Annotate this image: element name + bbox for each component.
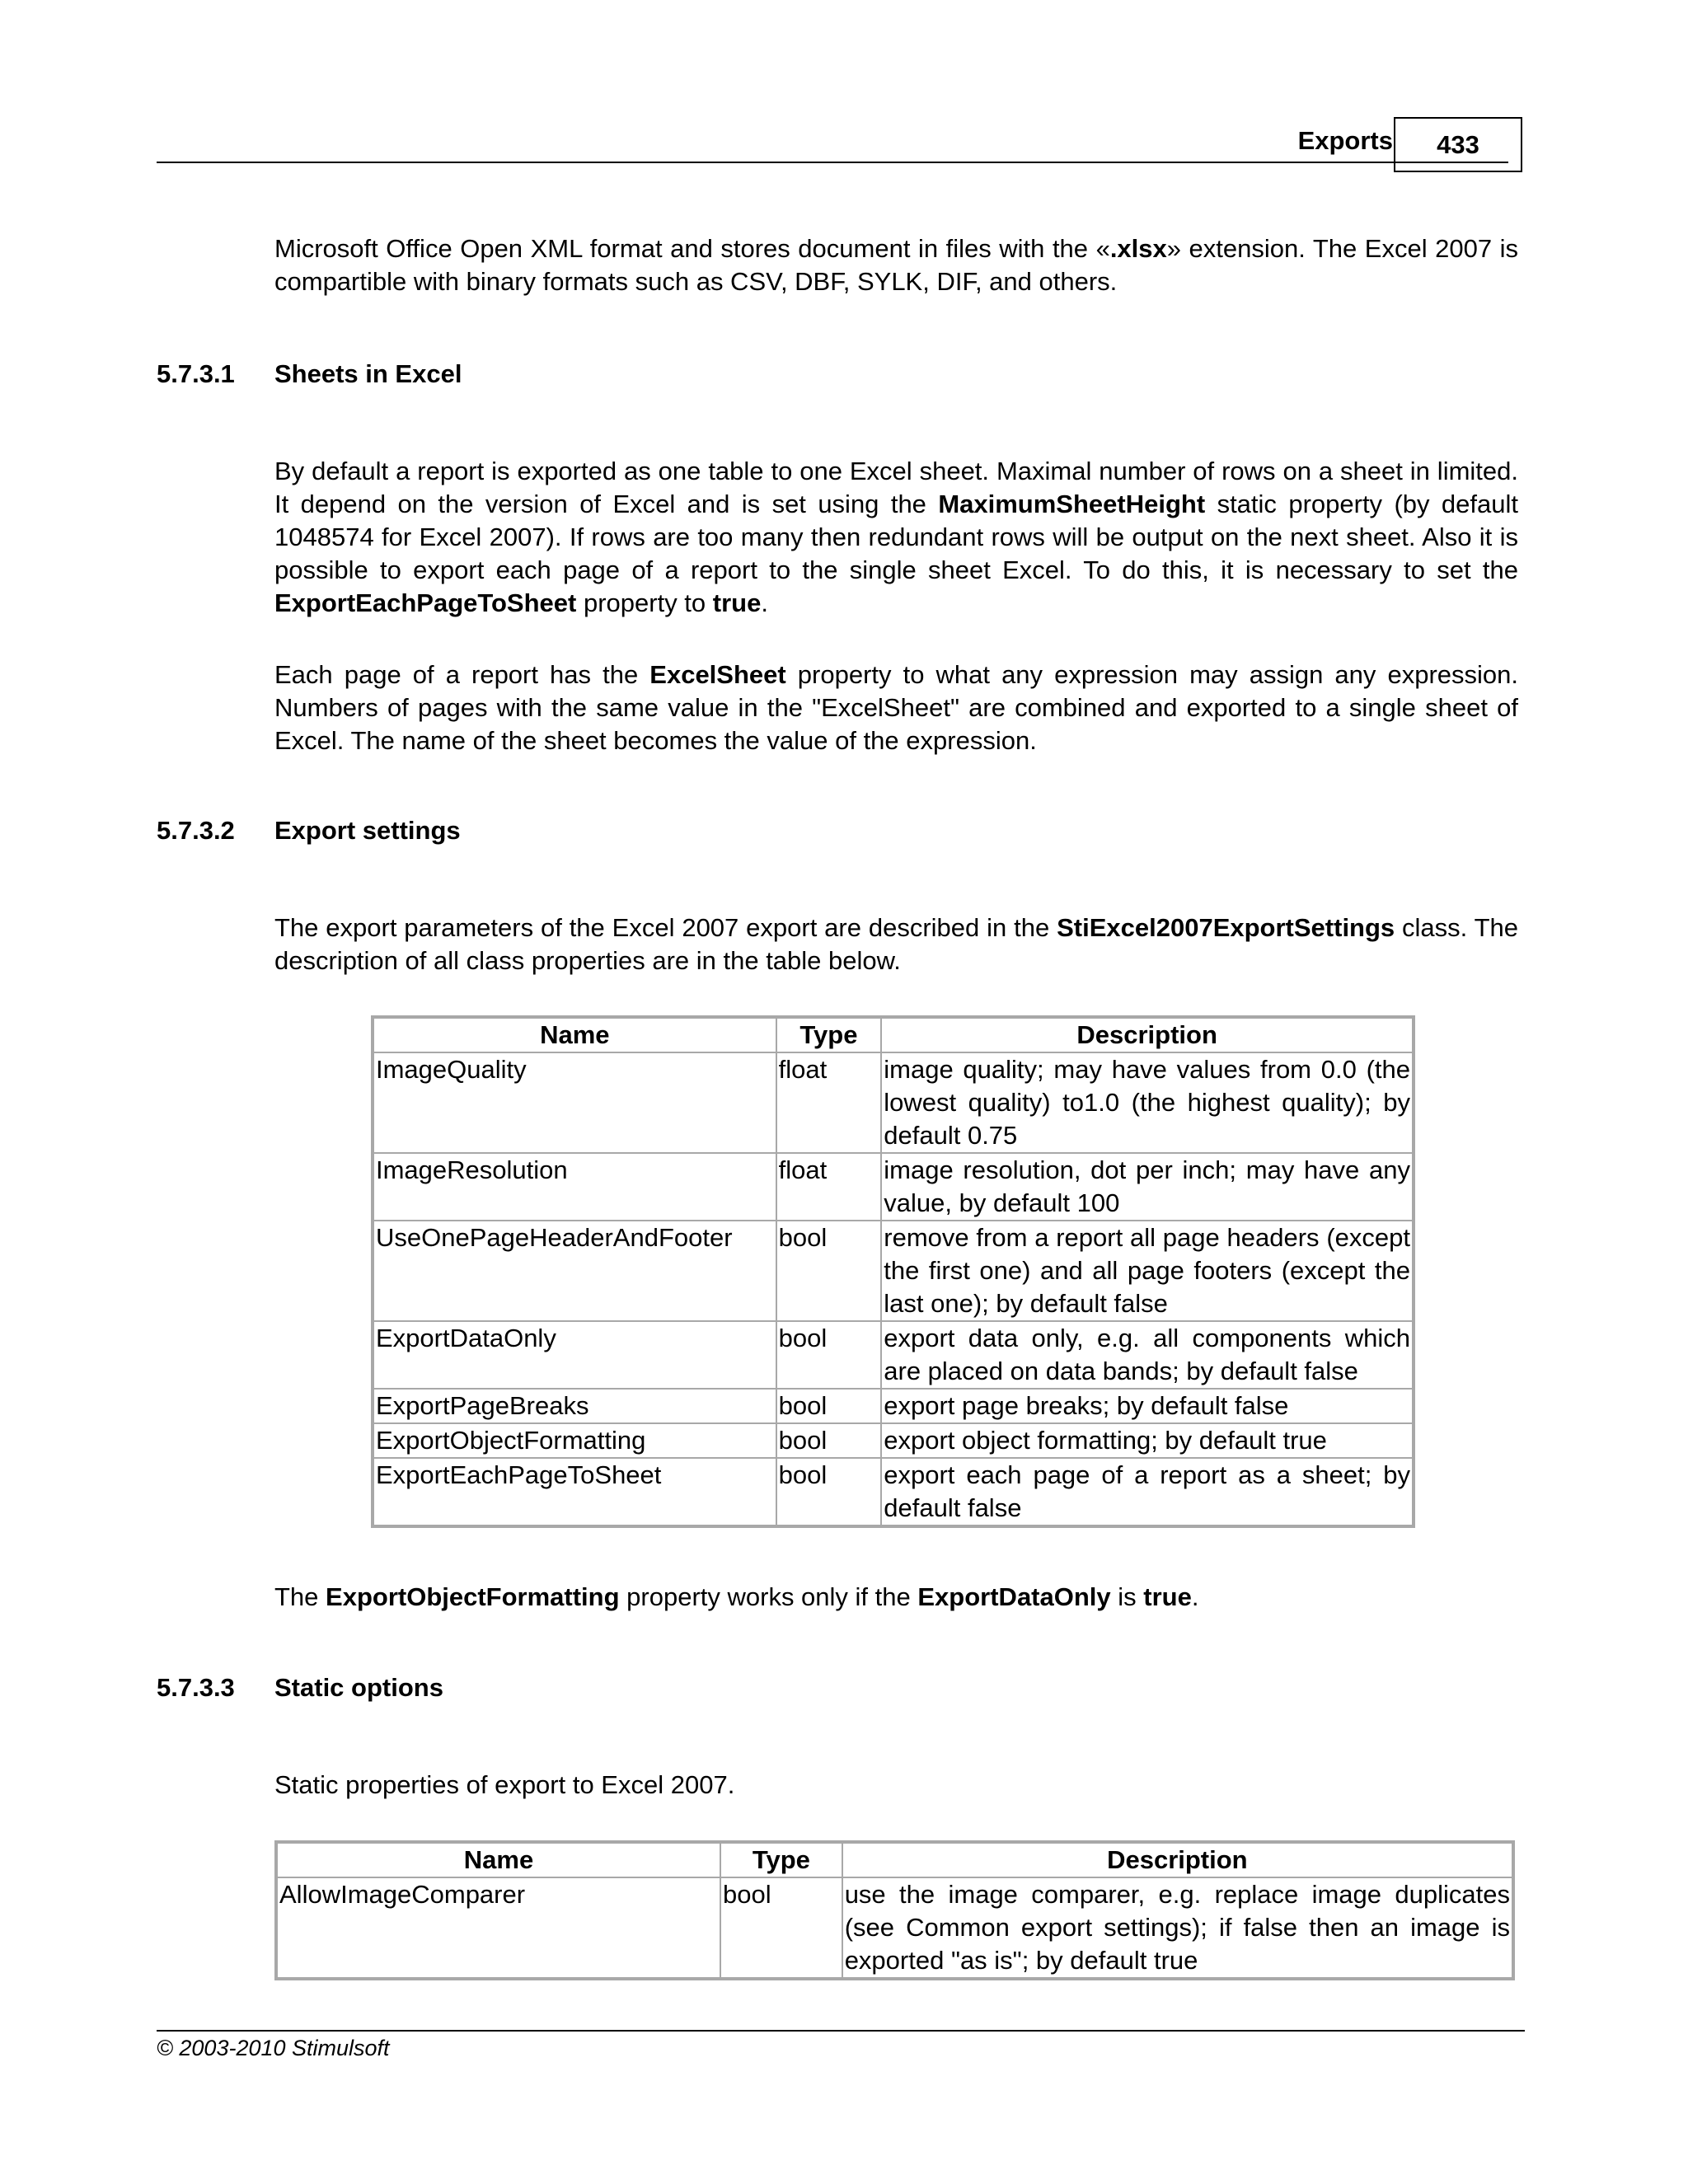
table-row	[373, 1389, 1414, 1423]
cell-description: export page breaks; by default false	[881, 1389, 1414, 1423]
sheets-paragraph: By default a report is exported as one table to one Excel sheet. Maximal number of rows on a sheet in limited. It depend on the version of Excel and is set using the MaximumSheetHeight static property (by default 1048574 for Excel 2007). If rows are too many then redundant rows will be output on the next sheet. Also it is possible to export each page of a report to the single sheet Excel. To do this, it is necessary to set the ExportEachPageToSheet property to true.	[274, 457, 1518, 617]
table-row	[276, 1877, 1513, 1979]
cell-description: image quality; may have values from 0.0 (the lowest quality) to1.0 (the highest quality); by default 0.75	[881, 1052, 1414, 1153]
cell-name: ExportDataOnly	[373, 1321, 776, 1389]
running-header-section: Exports	[1297, 126, 1393, 155]
cell-description: image resolution, dot per inch; may have any value, by default 100	[881, 1153, 1414, 1221]
page-number: 433	[1394, 117, 1522, 172]
header-rule	[157, 162, 1508, 163]
section-number: 5.7.3.1	[157, 359, 235, 388]
cell-type: float	[776, 1153, 882, 1221]
cell-description: remove from a report all page headers (except the first one) and all page footers (except the last one); by default false	[881, 1221, 1414, 1321]
column-header-description: Description	[881, 1017, 1414, 1052]
table-header-row	[276, 1842, 1513, 1877]
table-row	[373, 1221, 1414, 1321]
column-header-type: Type	[720, 1842, 842, 1877]
excelsheet-paragraph: Each page of a report has the ExcelSheet property to what any expression may assign any expression. Numbers of pages with the same value in the "ExcelSheet" are combined and exported to a single sheet of Excel. The name of the sheet becomes the value of the expression.	[274, 660, 1518, 755]
cell-name: ExportObjectFormatting	[373, 1423, 776, 1458]
section-title: Export settings	[274, 816, 461, 845]
cell-description: export each page of a report as a sheet; by default false	[881, 1458, 1414, 1526]
table-header-row	[373, 1017, 1414, 1052]
column-header-type: Type	[776, 1017, 882, 1052]
cell-name: UseOnePageHeaderAndFooter	[373, 1221, 776, 1321]
export-settings-table	[371, 1015, 1415, 1528]
table-row	[373, 1052, 1414, 1153]
section-title: Static options	[274, 1673, 443, 1702]
footer-copyright: © 2003-2010 Stimulsoft	[157, 2036, 390, 2060]
cell-description: export object formatting; by default true	[881, 1423, 1414, 1458]
formatting-note: The ExportObjectFormatting property works only if the ExportDataOnly is true.	[274, 1582, 1199, 1611]
cell-name: ExportEachPageToSheet	[373, 1458, 776, 1526]
static-options-table	[274, 1840, 1515, 1980]
cell-name: AllowImageComparer	[276, 1877, 720, 1979]
cell-description: use the image comparer, e.g. replace image duplicates (see Common export settings); if false then an image is exported "as is"; by default true	[842, 1877, 1513, 1979]
table-row	[373, 1321, 1414, 1389]
cell-description: export data only, e.g. all components which are placed on data bands; by default false	[881, 1321, 1414, 1389]
cell-type: bool	[776, 1321, 882, 1389]
cell-type: bool	[776, 1389, 882, 1423]
cell-type: bool	[776, 1458, 882, 1526]
footer-rule	[157, 2030, 1525, 2032]
cell-name: ImageResolution	[373, 1153, 776, 1221]
table-row	[373, 1458, 1414, 1526]
section-number: 5.7.3.2	[157, 816, 235, 845]
cell-type: bool	[776, 1423, 882, 1458]
cell-type: float	[776, 1052, 882, 1153]
table-row	[373, 1153, 1414, 1221]
cell-type: bool	[776, 1221, 882, 1321]
intro-paragraph: Microsoft Office Open XML format and stores document in files with the «.xlsx» extension. The Excel 2007 is compartible with binary formats such as CSV, DBF, SYLK, DIF, and others.	[274, 234, 1518, 296]
cell-name: ExportPageBreaks	[373, 1389, 776, 1423]
column-header-name: Name	[276, 1842, 720, 1877]
section-title: Sheets in Excel	[274, 359, 462, 388]
section-number: 5.7.3.3	[157, 1673, 235, 1702]
cell-type: bool	[720, 1877, 842, 1979]
cell-name: ImageQuality	[373, 1052, 776, 1153]
column-header-name: Name	[373, 1017, 776, 1052]
table-row	[373, 1423, 1414, 1458]
column-header-description: Description	[842, 1842, 1513, 1877]
settings-paragraph: The export parameters of the Excel 2007 export are described in the StiExcel2007ExportSettings class. The description of all class properties are in the table below.	[274, 913, 1519, 975]
static-paragraph: Static properties of export to Excel 2007.	[274, 1770, 735, 1799]
